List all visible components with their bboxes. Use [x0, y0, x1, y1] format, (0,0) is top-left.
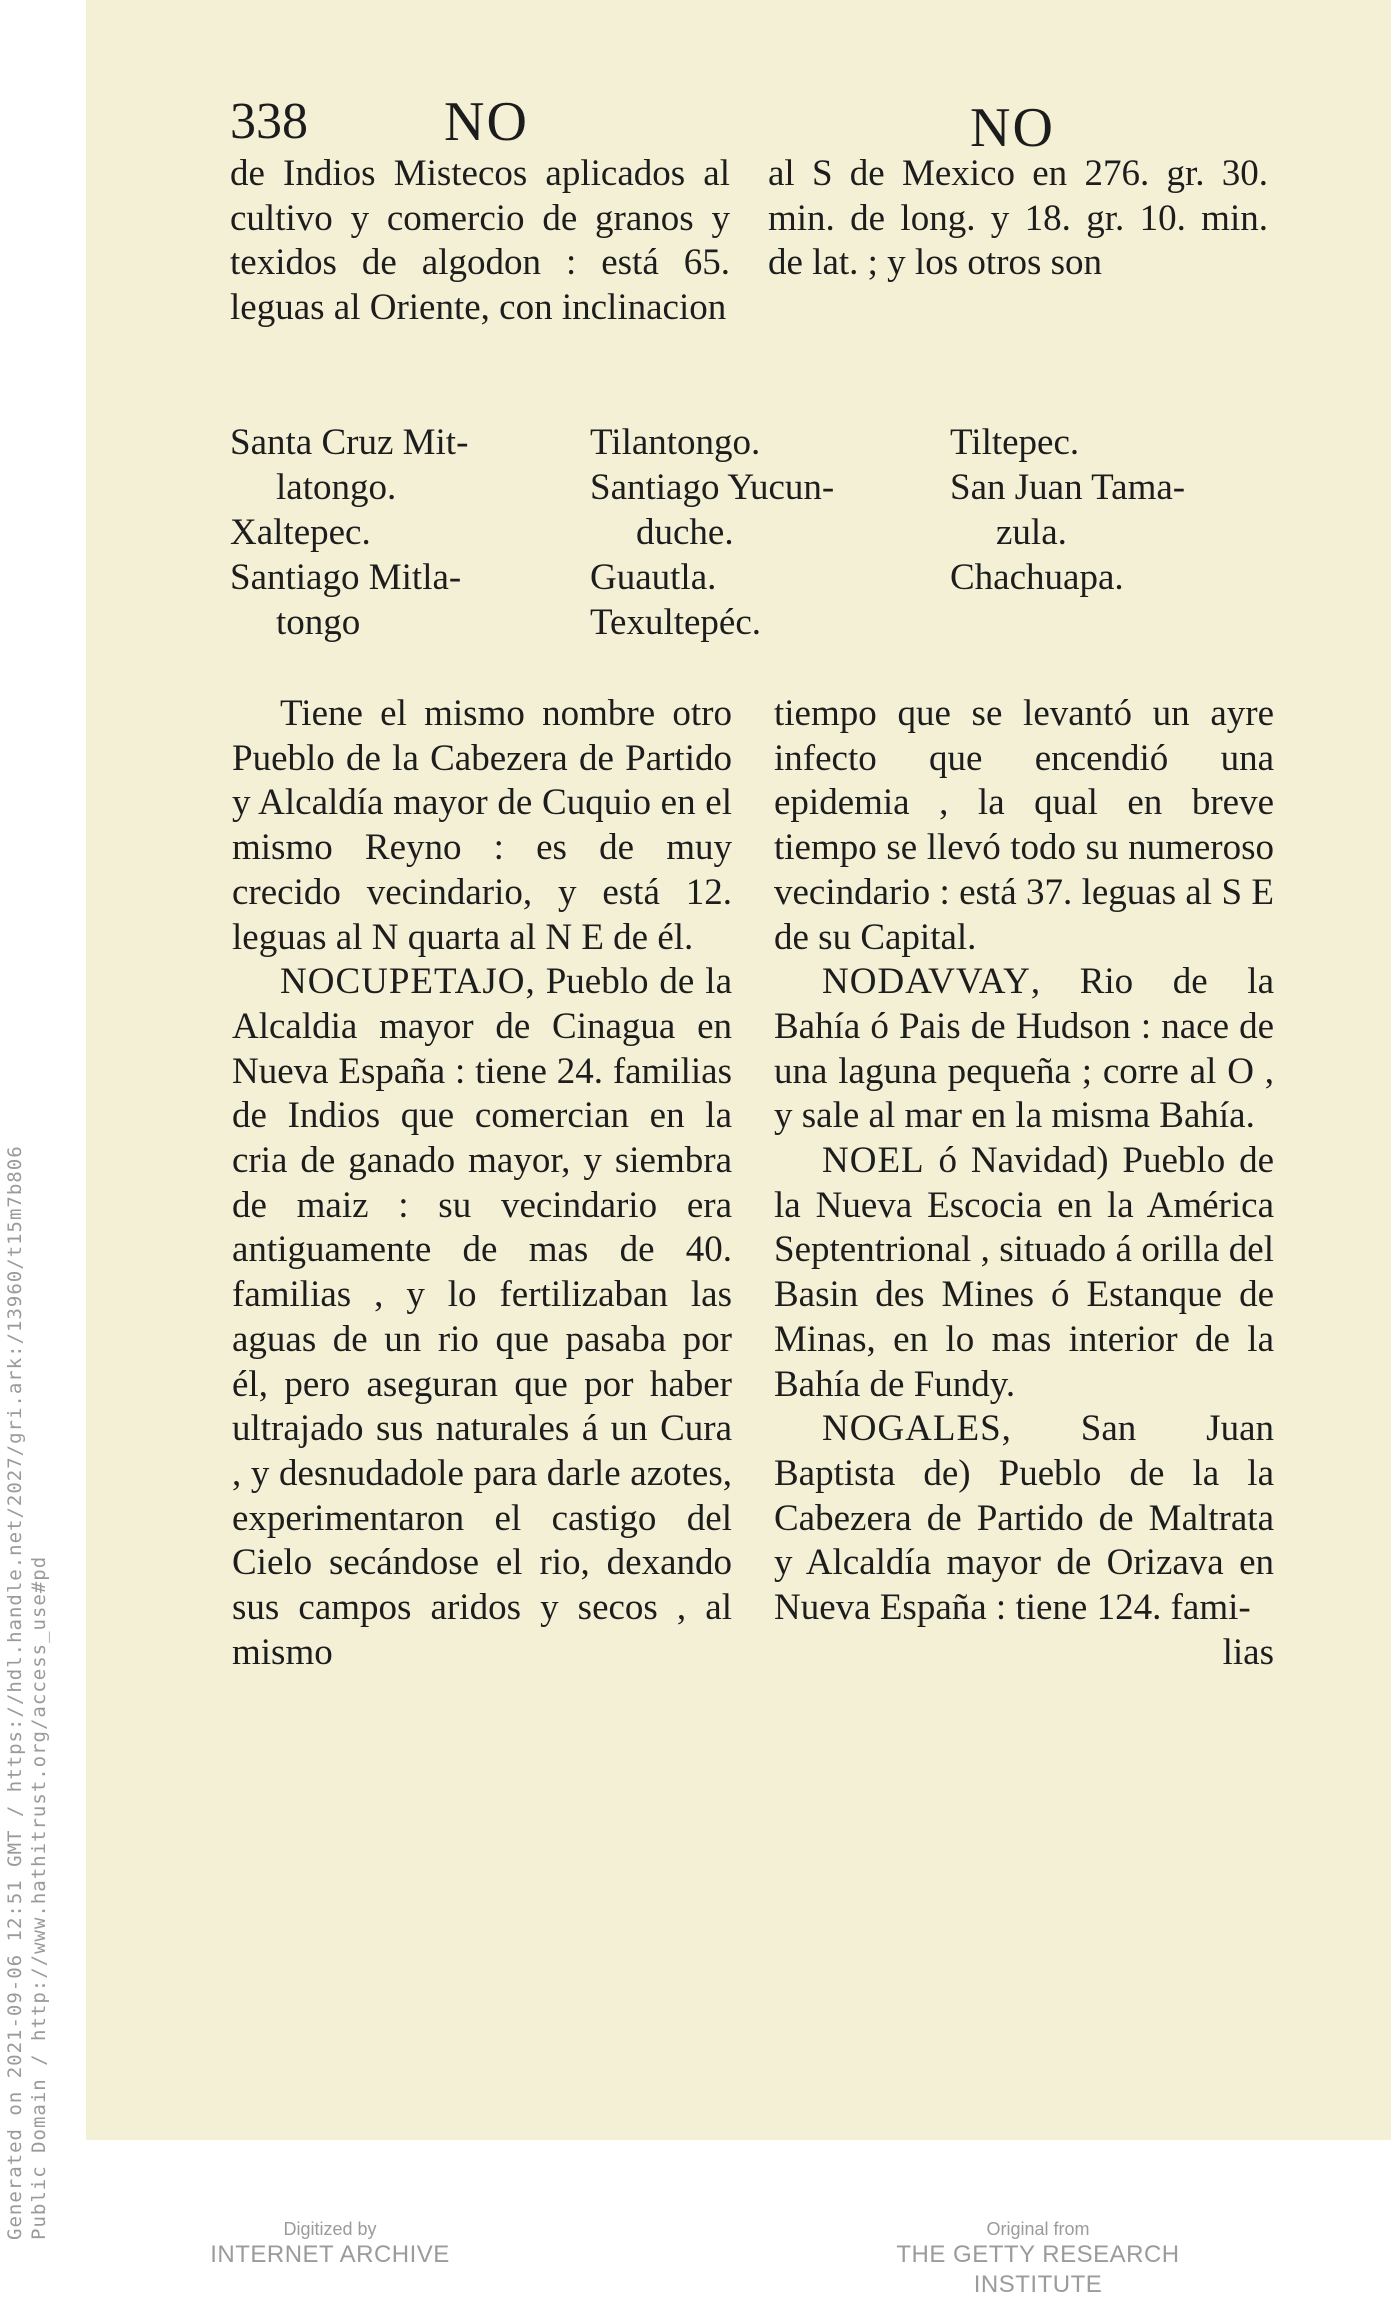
town-line: Santiago Mitla-	[230, 557, 462, 598]
original-from-credit	[848, 2218, 1228, 2300]
town-list-column-2	[590, 420, 930, 645]
town-line: latongo.	[276, 467, 397, 508]
town-line: tongo	[276, 602, 361, 643]
page-number: 338	[230, 93, 308, 150]
entry-headword: NODAVVAY	[822, 961, 1031, 1003]
entry-headword: NOEL	[822, 1140, 925, 1182]
town-list-column-3	[950, 420, 1280, 600]
entry-nocupetajo	[232, 960, 732, 1675]
watermark-sidebar	[0, 1120, 86, 2271]
town-list-column-1	[230, 420, 560, 645]
original-from-label: Original from	[986, 2219, 1090, 2239]
town-line: Santiago Yucun-	[590, 467, 835, 508]
entry-nodavvay	[774, 960, 1274, 1139]
body-left-column	[232, 692, 732, 1675]
watermark-license-line: Public Domain / http://www.hathitrust.org/access_use#pd	[28, 1555, 50, 2240]
town-line: Santa Cruz Mit-	[230, 422, 469, 463]
top-left-column	[230, 152, 730, 331]
top-right-paragraph: al S de Mexico en 276. gr. 30. min. de long. y 18. gr. 10. min. de lat. ; y los otros son	[768, 153, 1268, 284]
entry-paragraph: Tiene el mismo nombre otro Pueblo de la Cabezera de Partido y Alcaldía mayor de Cuquio en el mismo Reyno : es de muy crecido vecindario, y está 12. leguas al N quarta al N E de él.	[232, 693, 732, 958]
catchword: lias	[1222, 1631, 1274, 1673]
town-line: zula.	[996, 512, 1067, 553]
town-line: Chachuapa.	[950, 557, 1124, 598]
top-left-paragraph: de Indios Mistecos aplicados al cultivo y comercio de granos y texidos de algodon : está 65. leguas al Oriente, con inclinacion	[230, 153, 730, 329]
watermark-generated-line: Generated on 2021-09-06 12:51 GMT / https://hdl.handle.net/2027/gri.ark:/13960/t15m7b806	[4, 1145, 26, 2240]
top-right-column	[768, 152, 1268, 286]
town-line: Texultepéc.	[590, 602, 762, 643]
running-head-right: NO	[970, 97, 1055, 159]
town-line: San Juan Tama-	[950, 467, 1186, 508]
digitized-by-label: Digitized by	[283, 2219, 377, 2239]
internet-archive-label: INTERNET ARCHIVE	[210, 2241, 450, 2268]
entry-nogales	[774, 1407, 1274, 1631]
town-line: Tiltepec.	[950, 422, 1080, 463]
body-right-column	[774, 692, 1274, 1675]
entry-text: ó Navidad) Pueblo de la Nueva Escocia en la América Septentrional , situado á orilla del Basin des Mines ó Estanque de Minas, en lo mas interior de la Bahía de Fundy.	[774, 1140, 1274, 1405]
entry-headword: NOCUPETAJO	[280, 961, 526, 1003]
town-line: Xaltepec.	[230, 512, 371, 553]
entry-text: , Pueblo de la Alcaldia mayor de Cinagua en Nueva España : tiene 24. familias de Indios que comercian en la cria de ganado mayor, y siembra de maiz : su vecindario era antiguamente de mas de 40. familias , y lo fertilizaban las aguas de un rio que pasaba por él, pero aseguran que por haber ultrajado sus naturales á un Cura , y desnudadole para darle azotes, experimentaron el castigo del Cielo secándose el rio, dexando sus campos aridos y secos , al mismo	[232, 961, 732, 1673]
town-line: Guautla.	[590, 557, 717, 598]
entry-paragraph: tiempo que se levantó un ayre infecto que encendió una epidemia , la qual en breve tiempo se llevó todo su numeroso vecindario : está 37. leguas al S E de su Capital.	[774, 693, 1274, 958]
town-line: duche.	[636, 512, 734, 553]
book-page	[86, 0, 1391, 2140]
entry-noel	[774, 1139, 1274, 1407]
getty-label: THE GETTY RESEARCH INSTITUTE	[896, 2241, 1180, 2298]
entry-text: , San Juan Baptista de) Pueblo de la la Cabezera de Partido de Maltrata y Alcaldía mayor de Orizava en Nueva España : tiene 124. fami-	[774, 1408, 1274, 1629]
digitized-by-credit	[200, 2218, 460, 2270]
town-line: Tilantongo.	[590, 422, 761, 463]
running-head-left: NO	[444, 91, 529, 153]
entry-headword: NOGALES	[822, 1408, 1002, 1450]
entry-text: , Rio de la Bahía ó Pais de Hudson : nace de una laguna pequeña ; corre al O , y sale al mar en la misma Bahía.	[774, 961, 1274, 1137]
